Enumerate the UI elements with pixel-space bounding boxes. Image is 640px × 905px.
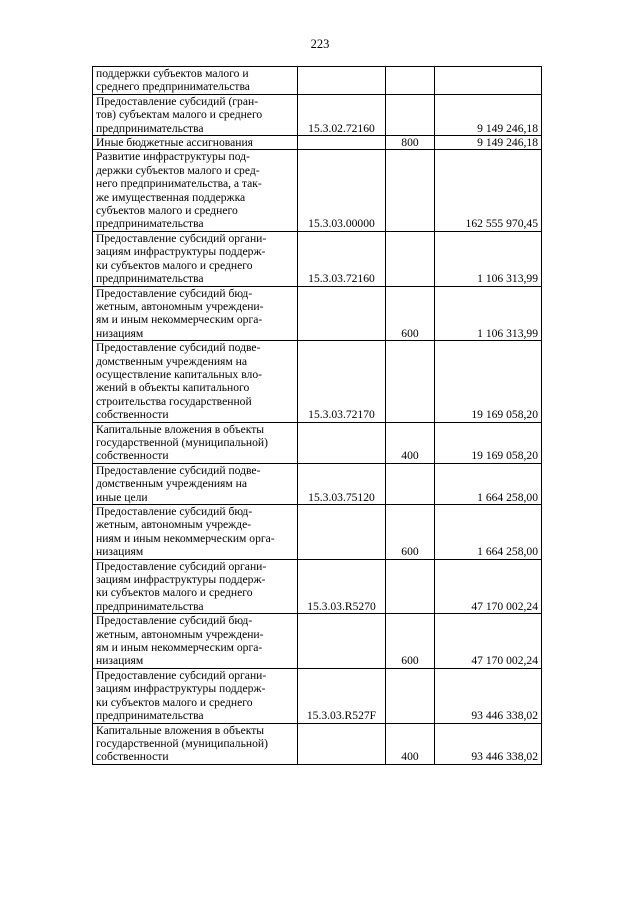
target-article-code-cell	[298, 67, 386, 95]
row-name-cell: Предоставление субсидий бюд- жетным, автономным учрежде- ниям и иным некоммерческим орга- низациям	[93, 505, 298, 560]
expense-type-cell	[386, 67, 435, 95]
table-row	[93, 463, 542, 504]
table-row	[93, 614, 542, 669]
target-article-code-cell: 15.3.03.72170	[298, 341, 386, 422]
table-row	[93, 94, 542, 135]
row-name-cell: Иные бюджетные ассигнования	[93, 136, 298, 150]
row-name-cell: Капитальные вложения в объекты государственной (муниципальной) собственности	[93, 723, 298, 764]
amount-cell: 47 170 002,24	[435, 559, 542, 614]
target-article-code-cell	[298, 723, 386, 764]
amount-cell: 1 664 258,00	[435, 505, 542, 560]
expense-type-cell: 800	[386, 136, 435, 150]
amount-cell: 19 169 058,20	[435, 422, 542, 463]
amount-cell: 93 446 338,02	[435, 668, 542, 723]
amount-cell: 9 149 246,18	[435, 94, 542, 135]
target-article-code-cell: 15.3.03.R527F	[298, 668, 386, 723]
row-name-cell: Предоставление субсидий органи- зациям инфраструктуры поддерж- ки субъектов малого и среднего предпринимательства	[93, 231, 298, 286]
row-name-cell: Предоставление субсидий органи- зациям инфраструктуры поддерж- ки субъектов малого и среднего предпринимательства	[93, 559, 298, 614]
amount-cell: 47 170 002,24	[435, 614, 542, 669]
target-article-code-cell: 15.3.03.72160	[298, 231, 386, 286]
target-article-code-cell	[298, 614, 386, 669]
expense-type-cell	[386, 150, 435, 231]
expense-type-cell	[386, 463, 435, 504]
page-number: 223	[310, 37, 330, 51]
amount-cell: 162 555 970,45	[435, 150, 542, 231]
budget-table-body	[93, 67, 542, 765]
row-name-cell: Развитие инфраструктуры под- держки субъектов малого и сред- него предпринимательства, а так- же имущественная поддержка субъектов малого и среднего предпринимательства	[93, 150, 298, 231]
row-name-cell: Предоставление субсидий органи- зациям инфраструктуры поддерж- ки субъектов малого и среднего предпринимательства	[93, 668, 298, 723]
target-article-code-cell	[298, 286, 386, 341]
amount-cell: 1 106 313,99	[435, 231, 542, 286]
amount-cell: 19 169 058,20	[435, 341, 542, 422]
table-row	[93, 668, 542, 723]
expense-type-cell	[386, 559, 435, 614]
amount-cell: 9 149 246,18	[435, 136, 542, 150]
amount-cell	[435, 67, 542, 95]
expense-type-cell: 600	[386, 286, 435, 341]
budget-table	[92, 66, 542, 765]
table-row	[93, 67, 542, 95]
target-article-code-cell: 15.3.03.75120	[298, 463, 386, 504]
target-article-code-cell: 15.3.03.00000	[298, 150, 386, 231]
table-row	[93, 505, 542, 560]
expense-type-cell: 400	[386, 723, 435, 764]
expense-type-cell: 400	[386, 422, 435, 463]
target-article-code-cell	[298, 136, 386, 150]
target-article-code-cell: 15.3.03.R5270	[298, 559, 386, 614]
table-row	[93, 723, 542, 764]
target-article-code-cell	[298, 505, 386, 560]
row-name-cell: Предоставление субсидий подве- домственным учреждениям на иные цели	[93, 463, 298, 504]
row-name-cell: Предоставление субсидий (гран- тов) субъектам малого и среднего предпринимательства	[93, 94, 298, 135]
table-row	[93, 231, 542, 286]
expense-type-cell: 600	[386, 505, 435, 560]
target-article-code-cell: 15.3.02.72160	[298, 94, 386, 135]
row-name-cell: Капитальные вложения в объекты государственной (муниципальной) собственности	[93, 422, 298, 463]
table-row	[93, 150, 542, 231]
table-row	[93, 286, 542, 341]
table-row	[93, 341, 542, 422]
table-row	[93, 422, 542, 463]
amount-cell: 1 664 258,00	[435, 463, 542, 504]
row-name-cell: Предоставление субсидий подве- домственным учреждениям на осуществление капитальных вло- жений в объекты капитального строительства государственной собственности	[93, 341, 298, 422]
expense-type-cell	[386, 668, 435, 723]
amount-cell: 93 446 338,02	[435, 723, 542, 764]
target-article-code-cell	[298, 422, 386, 463]
expense-type-cell: 600	[386, 614, 435, 669]
expense-type-cell	[386, 94, 435, 135]
row-name-cell: поддержки субъектов малого и среднего предпринимательства	[93, 67, 298, 95]
table-row	[93, 136, 542, 150]
row-name-cell: Предоставление субсидий бюд- жетным, автономным учреждени- ям и иным некоммерческим орга- низациям	[93, 614, 298, 669]
row-name-cell: Предоставление субсидий бюд- жетным, автономным учреждени- ям и иным некоммерческим орга- низациям	[93, 286, 298, 341]
table-row	[93, 559, 542, 614]
expense-type-cell	[386, 231, 435, 286]
expense-type-cell	[386, 341, 435, 422]
amount-cell: 1 106 313,99	[435, 286, 542, 341]
